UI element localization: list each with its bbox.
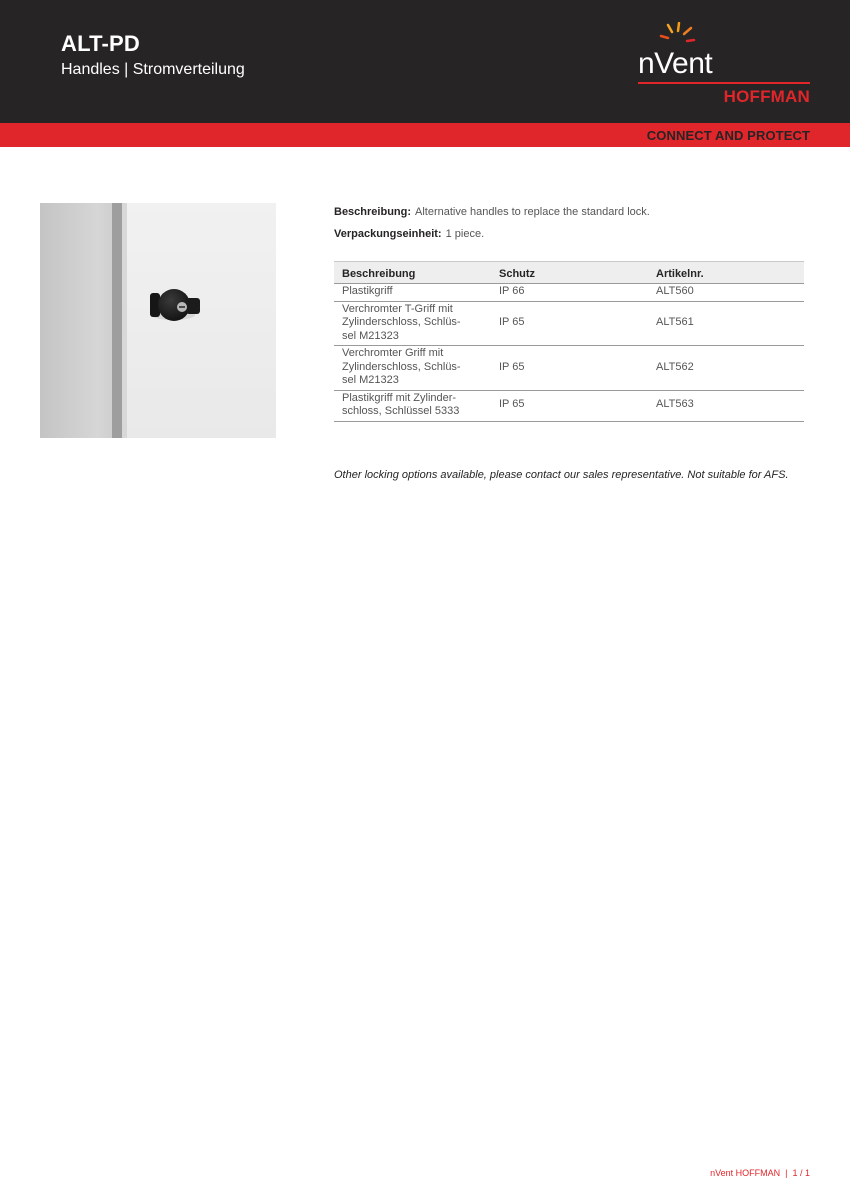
page-header [0, 0, 850, 123]
cell-description [334, 390, 491, 421]
header-artikelnr: Artikelnr. [648, 262, 804, 284]
header-schutz: Schutz [491, 262, 648, 284]
table-row [334, 390, 804, 421]
nvent-rays-logo-icon [658, 22, 698, 50]
cell-description [334, 301, 491, 346]
cell-description-line: Zylinderschloss, Schlüs- [342, 316, 461, 328]
product-title: ALT-PD [61, 31, 141, 56]
cell-description-line: Plastikgriff mit Zylinder- [342, 391, 457, 404]
logo-brand-name: HOFFMAN [723, 87, 810, 106]
cell-artikel: ALT561 [648, 301, 804, 346]
cell-artikel: ALT560 [648, 284, 804, 302]
cell-description-line: Verchromter Griff mit [342, 347, 444, 359]
cell-schutz: IP 66 [491, 284, 648, 302]
cell-description-line: Verchromter T-Griff mit [342, 302, 453, 315]
cell-schutz: IP 65 [491, 346, 648, 391]
table-row [334, 284, 804, 302]
cell-artikel: ALT563 [648, 390, 804, 421]
packaging-label: Verpackungseinheit: [334, 228, 442, 240]
cell-schutz: IP 65 [491, 390, 648, 421]
description-label: Beschreibung: [334, 206, 412, 218]
product-subtitle: Handles | Stromverteilung [61, 61, 245, 78]
cell-description-line: sel M21323 [342, 329, 399, 342]
cell-description [334, 346, 491, 391]
footnote: Other locking options available, please contact our sales representative. Not suitable for AFS. [334, 469, 789, 481]
packaging-line [334, 228, 484, 240]
cell-description [334, 284, 491, 302]
table-header-row [334, 262, 804, 284]
cell-description-line: Plastikgriff [342, 285, 393, 297]
description-line [334, 206, 650, 218]
door-handle-lock-photo [40, 203, 276, 438]
cell-description-line: Zylinderschloss, Schlüs- [342, 360, 461, 373]
tagline: CONNECT AND PROTECT [646, 128, 810, 143]
cell-description-line: schloss, Schlüssel 5333 [342, 405, 460, 417]
table-row [334, 346, 804, 391]
packaging-value: 1 piece. [445, 228, 485, 240]
cell-description-line: sel M21323 [342, 374, 399, 386]
cell-artikel: ALT562 [648, 346, 804, 391]
cell-schutz: IP 65 [491, 301, 648, 346]
page-footer: nVent HOFFMAN | 1 / 1 [710, 1168, 810, 1178]
table-row [334, 301, 804, 346]
header-beschreibung: Beschreibung [334, 262, 491, 284]
description-value: Alternative handles to replace the standard lock. [415, 206, 650, 218]
logo-divider [638, 82, 810, 84]
product-table [334, 261, 804, 422]
nvent-hoffman-logo [636, 22, 812, 106]
logo-wordmark: nVent [638, 47, 713, 80]
